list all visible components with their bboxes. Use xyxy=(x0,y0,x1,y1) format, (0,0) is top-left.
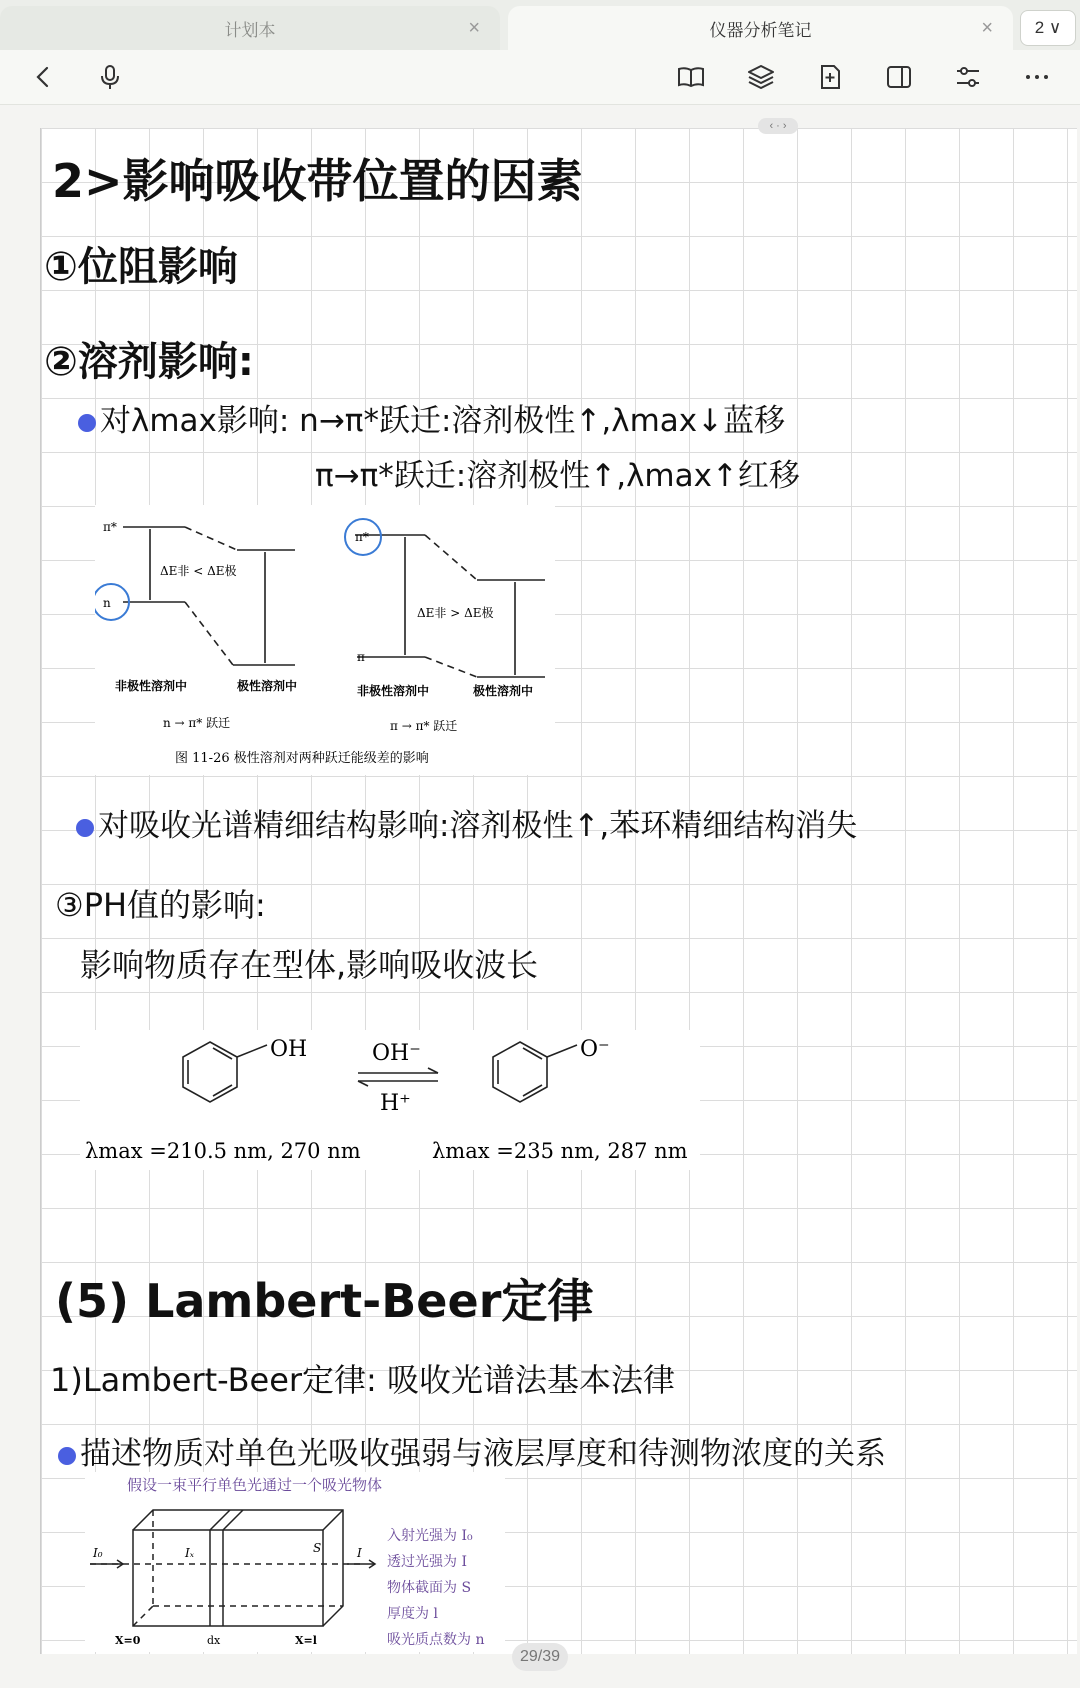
more-icon[interactable] xyxy=(1022,62,1052,92)
lambert-beer-definition: 1)Lambert-Beer定律: 吸收光谱法基本法律 xyxy=(50,1361,676,1399)
item-solvent: ②溶剂影响: xyxy=(44,339,254,385)
tab-label: 计划本 xyxy=(224,20,276,40)
book-icon[interactable] xyxy=(676,62,706,92)
tab-bar xyxy=(0,0,1080,50)
level-pi-star-left: π* xyxy=(103,520,117,534)
bullet-text: 描述物质对单色光吸收强弱与液层厚度和待测物浓度的关系 xyxy=(80,1436,886,1472)
tab-notes[interactable] xyxy=(508,6,1013,50)
level-pi-right: π xyxy=(357,650,365,664)
level-pi-star-right: π* xyxy=(355,530,369,544)
page-indicator[interactable]: 29/39 xyxy=(512,1643,568,1671)
legend-incident: 入射光强为 I₀ xyxy=(387,1528,473,1544)
i-label: I xyxy=(357,1546,362,1560)
xl-label: X=l xyxy=(295,1634,317,1647)
nonpolar-label-left: 非极性溶剂中 xyxy=(115,679,188,693)
layers-icon[interactable] xyxy=(746,62,776,92)
heading-lambert-beer: (5) Lambert-Beer定律 xyxy=(55,1274,594,1328)
close-icon[interactable]: × xyxy=(981,17,993,39)
i0-label: I₀ xyxy=(93,1546,103,1560)
bullet-text: 对λmax影响: n→π*跃迁:溶剂极性↑,λmax↓蓝移 xyxy=(100,403,786,439)
tab-count-button[interactable]: 2 ∨ xyxy=(1020,10,1076,46)
absorbing-body-figure xyxy=(85,1472,505,1652)
bullet-relationship xyxy=(58,1428,886,1473)
arrow-top-label: OH⁻ xyxy=(372,1041,421,1066)
figure-header: 假设一束平行单色光通过一个吸光物体 xyxy=(127,1476,383,1494)
item-steric: ①位阻影响 xyxy=(44,244,238,290)
polar-label-left: 极性溶剂中 xyxy=(237,679,298,693)
caption-pi-pi: π → π* 跃迁 xyxy=(390,719,458,733)
settings-sliders-icon[interactable] xyxy=(953,62,983,92)
delta-e-right: ΔE非 > ΔE极 xyxy=(417,606,494,620)
figure-caption: 图 11-26 极性溶剂对两种跃迁能级差的影响 xyxy=(175,751,429,766)
add-page-icon[interactable] xyxy=(815,62,845,92)
sidebar-icon[interactable] xyxy=(884,62,914,92)
bullet-text: 对吸收光谱精细结构影响:溶剂极性↑,苯环精细结构消失 xyxy=(98,808,858,844)
lambda-left: λmax =210.5 nm, 270 nm xyxy=(85,1139,361,1163)
legend-cross-section: 物体截面为 S xyxy=(387,1580,472,1596)
back-icon[interactable] xyxy=(28,62,58,92)
ix-label: Iₓ xyxy=(185,1546,194,1560)
tab-label: 仪器分析笔记 xyxy=(709,20,812,40)
page-drag-handle[interactable]: ‹ · › xyxy=(758,118,798,134)
tab-plan[interactable] xyxy=(0,6,500,50)
phenol-equilibrium-figure xyxy=(80,1030,700,1170)
bullet-dot xyxy=(58,1447,76,1465)
legend-particles: 吸光质点数为 n xyxy=(387,1632,485,1648)
phenolate-group: O⁻ xyxy=(580,1037,610,1062)
hydroxyl-group: OH xyxy=(270,1037,308,1062)
bullet-dot xyxy=(76,819,94,837)
bullet-fine-structure xyxy=(76,800,857,845)
s-label: S xyxy=(313,1541,322,1555)
solvent-energy-figure xyxy=(95,505,555,775)
lambda-right: λmax =235 nm, 287 nm xyxy=(432,1139,688,1163)
close-icon[interactable]: × xyxy=(468,17,480,39)
bullet-dot xyxy=(78,414,96,432)
heading-factors: 2>影响吸收带位置的因素 xyxy=(52,154,583,208)
arrow-bottom-label: H⁺ xyxy=(380,1091,411,1116)
x0-label: X=0 xyxy=(115,1634,141,1647)
legend-thickness: 厚度为 l xyxy=(387,1606,438,1622)
bullet-lambda-max xyxy=(78,395,785,440)
microphone-icon[interactable] xyxy=(95,62,125,92)
level-n-left: n xyxy=(103,596,111,610)
polar-label-right: 极性溶剂中 xyxy=(473,684,534,698)
bullet-lambda-max-2: π→π*跃迁:溶剂极性↑,λmax↑红移 xyxy=(315,458,800,494)
dx-label: dx xyxy=(207,1634,221,1647)
delta-e-left: ΔE非 < ΔE极 xyxy=(160,564,237,578)
legend-transmitted: 透过光强为 I xyxy=(387,1554,467,1570)
item-ph: ③PH值的影响: xyxy=(55,886,266,924)
caption-n-pi: n → π* 跃迁 xyxy=(163,716,231,730)
toolbar xyxy=(0,50,1080,105)
ph-description: 影响物质存在型体,影响吸收波长 xyxy=(80,946,539,984)
nonpolar-label-right: 非极性溶剂中 xyxy=(357,684,430,698)
